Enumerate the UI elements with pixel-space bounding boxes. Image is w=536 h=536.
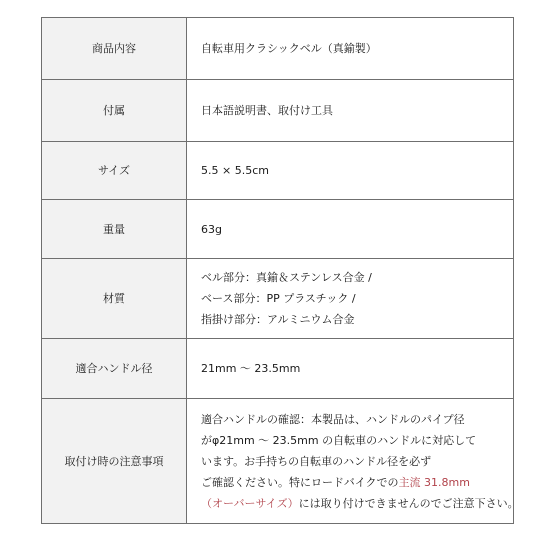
- table-row: [42, 259, 514, 339]
- row-label-product-contents: 商品内容: [42, 18, 187, 80]
- row-value-size: 5.5 × 5.5cm: [187, 142, 514, 200]
- notes-line-1: 適合ハンドルの確認：本製品は、ハンドルのパイプ径: [201, 412, 465, 426]
- material-line-base: ベース部分：PP プラスチック /: [201, 292, 356, 305]
- notes-line-4: [201, 472, 507, 493]
- table-row: [42, 80, 514, 142]
- row-label-size: サイズ: [42, 142, 187, 200]
- table-row: [42, 142, 514, 200]
- row-value-weight: 63g: [187, 200, 514, 259]
- table-row: [42, 399, 514, 524]
- table-row: [42, 200, 514, 259]
- row-label-weight: 重量: [42, 200, 187, 259]
- table-row: [42, 18, 514, 80]
- row-label-installation-notes: 取付け時の注意事項: [42, 399, 187, 524]
- notes-line-3: います。お手持ちの自転車のハンドル径を必ず: [201, 454, 432, 468]
- notes-line-5-text: には取り付けできませんのでご注意下さい。: [298, 496, 519, 510]
- row-label-material: 材質: [42, 259, 187, 339]
- notes-oversize-highlight: （オーバーサイズ）: [201, 496, 299, 510]
- row-value-installation-notes: [187, 399, 519, 524]
- row-value-handle-diameter: 21mm 〜 23.5mm: [187, 339, 514, 399]
- material-line-finger-grip: 指掛け部分：アルミニウム合金: [201, 313, 355, 326]
- row-value-material: [187, 259, 514, 339]
- notes-line-4-text: ご確認ください。特にロードバイクでの: [201, 475, 399, 489]
- product-spec-table: [41, 17, 519, 524]
- table-row: [42, 339, 514, 399]
- notes-line-5: [201, 493, 519, 514]
- notes-line-2: がφ21mm 〜 23.5mm の自転車のハンドルに対応して: [201, 433, 477, 447]
- row-label-handle-diameter: 適合ハンドル径: [42, 339, 187, 399]
- material-line-bell: ベル部分：真鍮＆ステンレス合金 /: [201, 271, 372, 284]
- notes-mainstream-size-highlight: 主流 31.8mm: [398, 475, 470, 489]
- row-value-accessories: 日本語説明書、取付け工具: [187, 80, 514, 142]
- row-label-accessories: 付属: [42, 80, 187, 142]
- row-value-product-contents: 自転車用クラシックベル（真鍮製）: [187, 18, 514, 80]
